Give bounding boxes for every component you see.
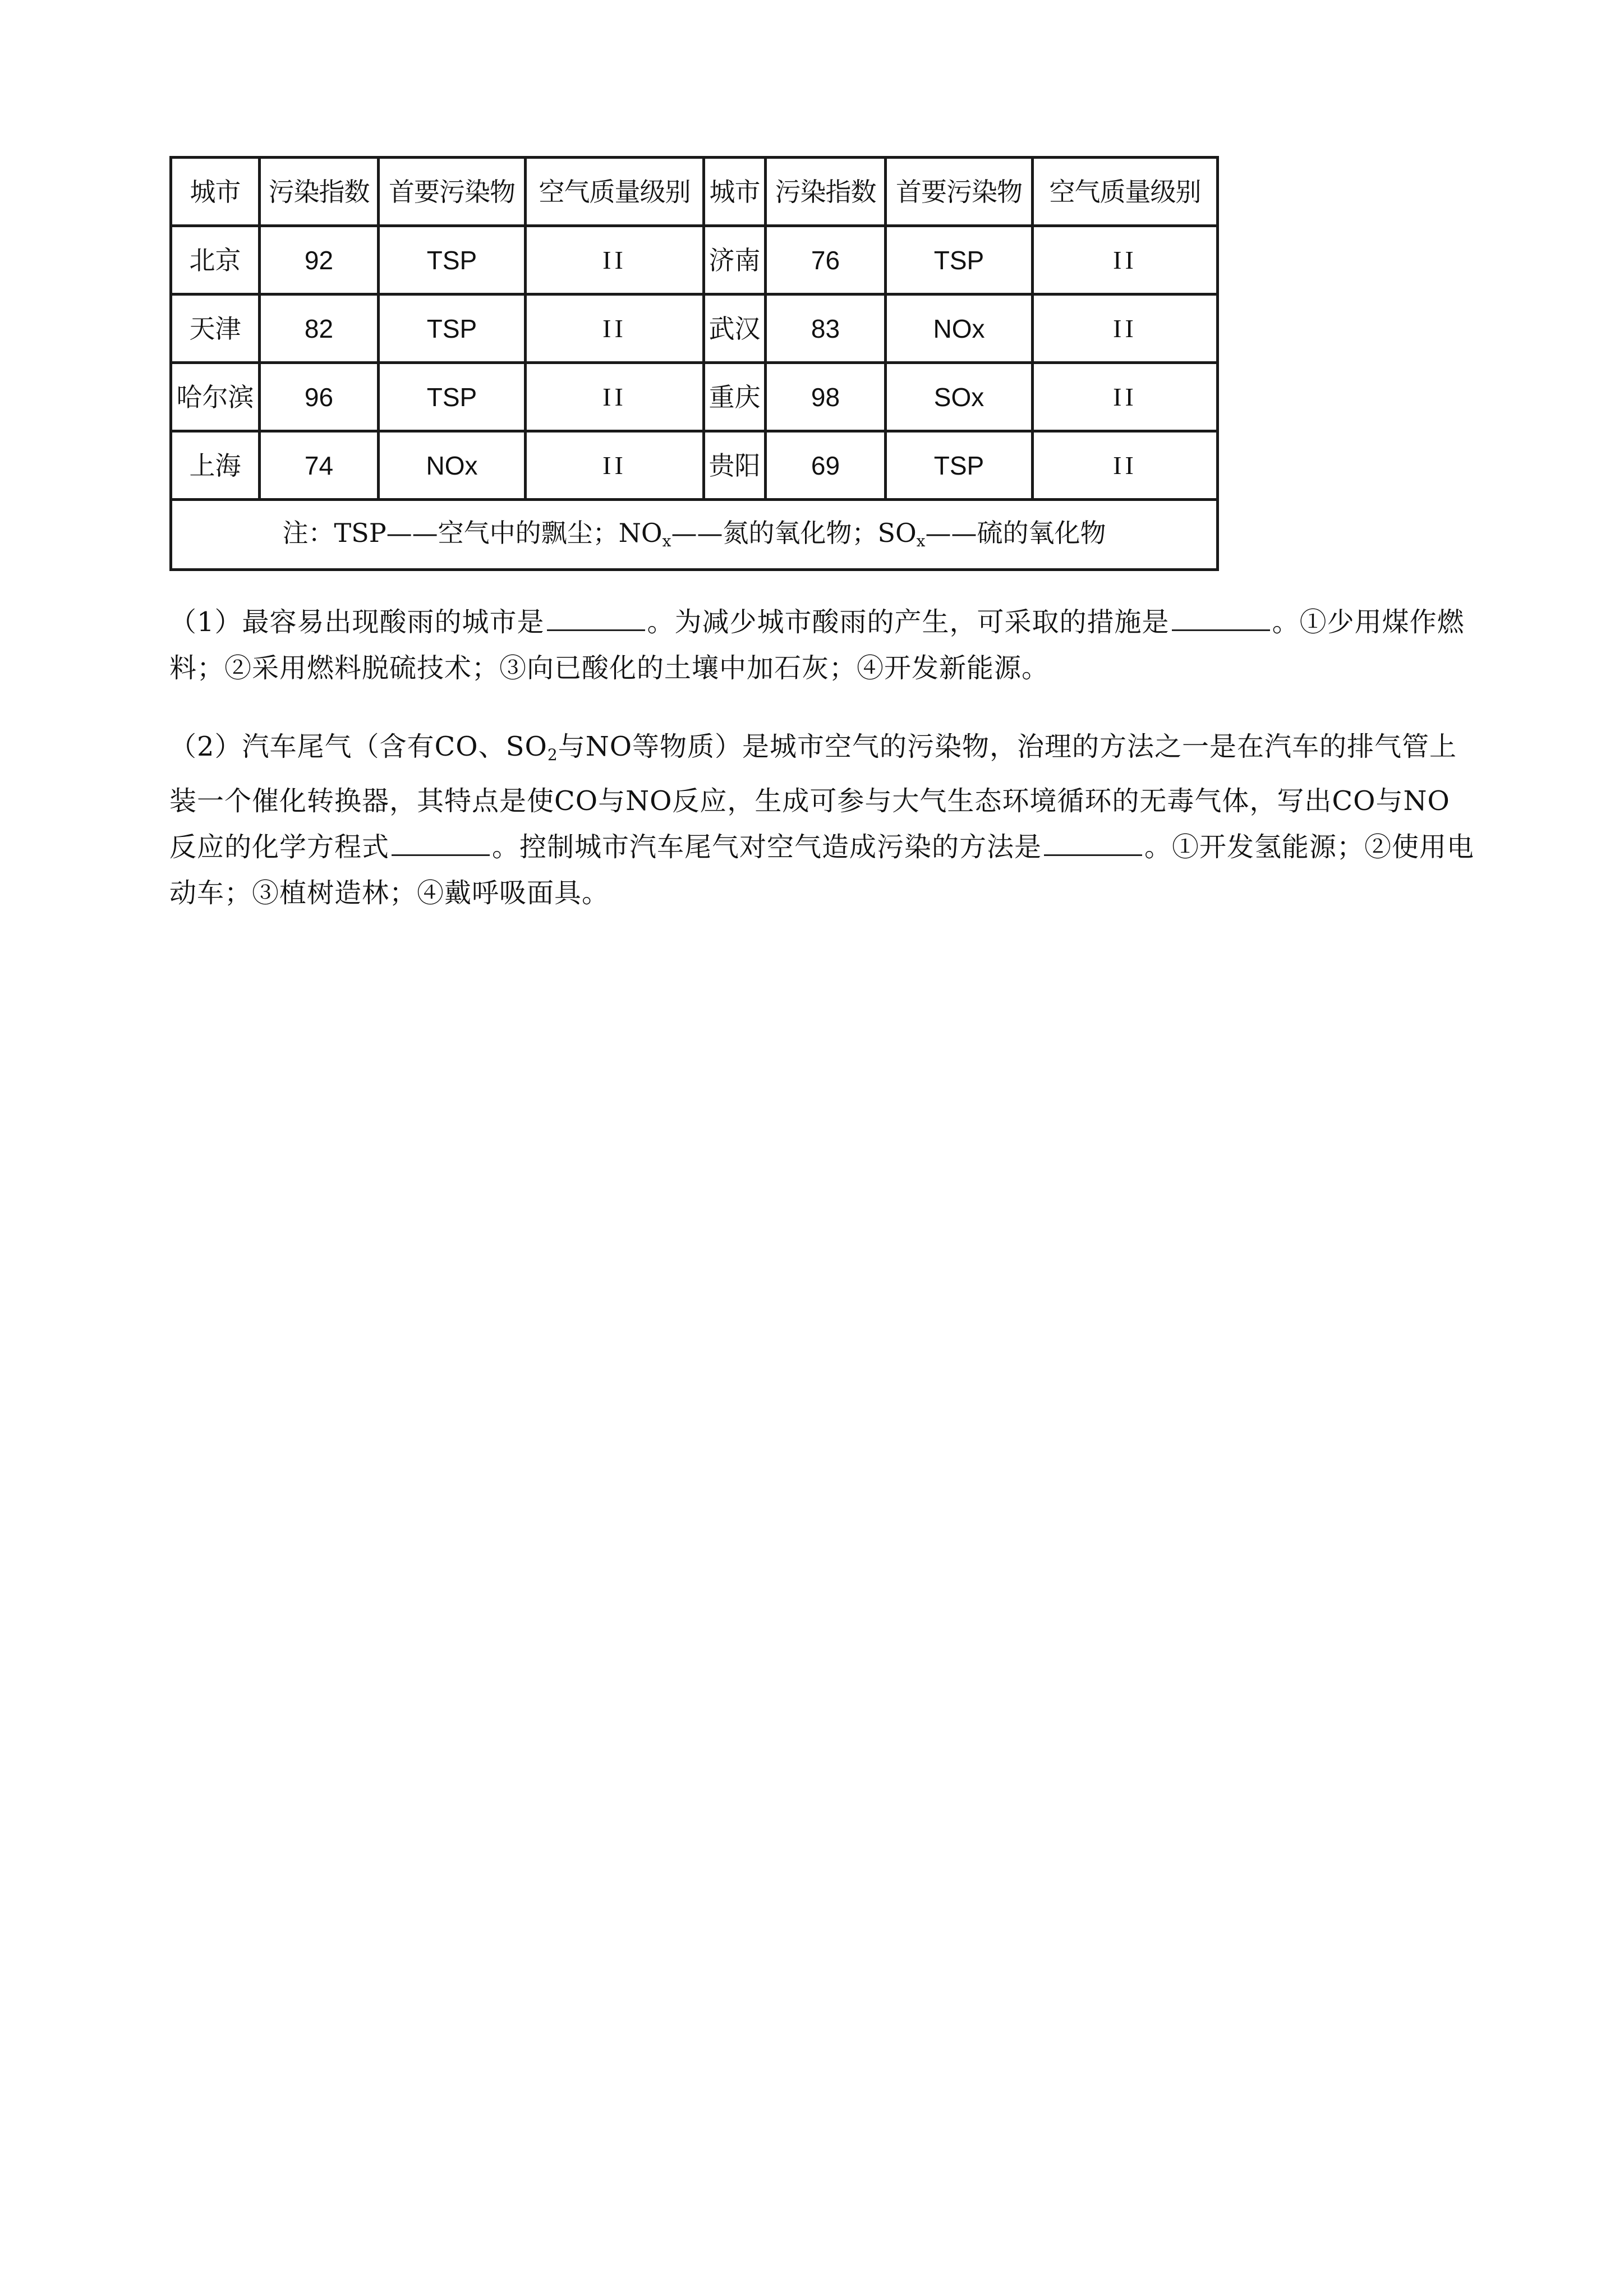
- note-text: 注：TSP——空气中的飘尘；NO: [282, 518, 663, 548]
- grade-cell: II: [526, 295, 704, 363]
- city-cell: 上海: [171, 431, 260, 500]
- table-note-row: [171, 500, 1218, 570]
- note-subscript: x: [662, 532, 671, 550]
- grade-cell: II: [526, 431, 704, 500]
- index-cell: 82: [260, 295, 379, 363]
- pollutant-cell: TSP: [379, 363, 526, 431]
- grade-cell: II: [1033, 226, 1218, 295]
- index-cell: 83: [766, 295, 886, 363]
- question-2-text-a: （2）汽车尾气（含有CO、SO: [169, 731, 548, 762]
- answer-blank-acid-rain-measures[interactable]: [1172, 607, 1270, 631]
- index-cell: 74: [260, 431, 379, 500]
- pollutant-cell: SOx: [886, 363, 1033, 431]
- city-cell: 北京: [171, 226, 260, 295]
- header-cell: 首要污染物: [886, 158, 1033, 226]
- question-1-text-a: （1）最容易出现酸雨的城市是: [169, 606, 545, 638]
- grade-cell: II: [1033, 295, 1218, 363]
- answer-blank-acid-rain-city[interactable]: [547, 607, 645, 631]
- question-2-text-d: 。①开发氢能源；②使用电动车；③植树造林；④戴呼吸面具。: [169, 831, 1475, 909]
- index-cell: 76: [766, 226, 886, 295]
- pollutant-cell: TSP: [886, 226, 1033, 295]
- table-row: [171, 363, 1218, 431]
- answer-blank-equation[interactable]: [392, 832, 490, 856]
- question-2-subscript: 2: [547, 746, 558, 764]
- city-cell: 天津: [171, 295, 260, 363]
- header-cell: 空气质量级别: [1033, 158, 1218, 226]
- grade-cell: II: [1033, 363, 1218, 431]
- table-header-row: [171, 158, 1218, 226]
- grade-cell: II: [526, 363, 704, 431]
- index-cell: 92: [260, 226, 379, 295]
- table-row: [171, 295, 1218, 363]
- question-1-text-b: 。为减少城市酸雨的产生，可采取的措施是: [647, 606, 1170, 638]
- city-cell: 哈尔滨: [171, 363, 260, 431]
- pollutant-cell: TSP: [886, 431, 1033, 500]
- city-cell: 贵阳: [704, 431, 766, 500]
- question-1-text-c: 。①少用煤作燃料；②采用燃料脱硫技术；③向已酸化的土壤中加石灰；④开发新能源。: [169, 606, 1465, 684]
- note-text: ——硫的氧化物: [925, 518, 1106, 548]
- city-cell: 武汉: [704, 295, 766, 363]
- header-cell: 城市: [704, 158, 766, 226]
- table-row: [171, 431, 1218, 500]
- question-2-text-b: 与NO等物质）是城市空气的污染物，治理的方法之一是在汽车的排气管上装一个催化转换器，其特点是使CO与NO反应，生成可参与大气生态环境循环的无毒气体，写出CO与NO反应的化学方程式: [169, 731, 1457, 863]
- table-note: [171, 500, 1218, 570]
- header-cell: 污染指数: [766, 158, 886, 226]
- table-row: [171, 226, 1218, 295]
- pollutant-cell: TSP: [379, 295, 526, 363]
- index-cell: 69: [766, 431, 886, 500]
- note-text: ——氮的氧化物；SO: [671, 518, 917, 548]
- answer-blank-exhaust-control[interactable]: [1044, 832, 1142, 856]
- grade-cell: II: [526, 226, 704, 295]
- question-2: [169, 724, 1476, 916]
- header-cell: 首要污染物: [379, 158, 526, 226]
- note-subscript: x: [916, 532, 926, 550]
- grade-cell: II: [1033, 431, 1218, 500]
- air-quality-table: [169, 156, 1219, 571]
- city-cell: 重庆: [704, 363, 766, 431]
- header-cell: 污染指数: [260, 158, 379, 226]
- index-cell: 96: [260, 363, 379, 431]
- pollutant-cell: NOx: [886, 295, 1033, 363]
- question-2-text-c: 。控制城市汽车尾气对空气造成污染的方法是: [492, 831, 1042, 863]
- pollutant-cell: TSP: [379, 226, 526, 295]
- question-1: [169, 599, 1476, 691]
- pollutant-cell: NOx: [379, 431, 526, 500]
- city-cell: 济南: [704, 226, 766, 295]
- index-cell: 98: [766, 363, 886, 431]
- header-cell: 空气质量级别: [526, 158, 704, 226]
- header-cell: 城市: [171, 158, 260, 226]
